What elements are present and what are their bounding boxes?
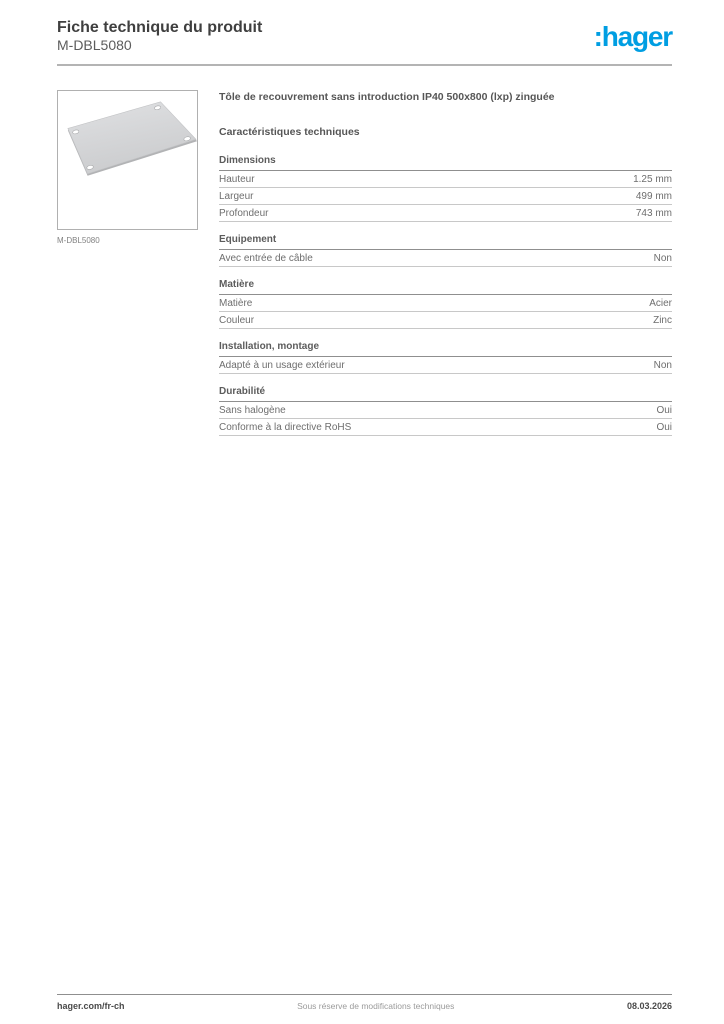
hager-logo: :hager [593,21,672,52]
spec-row [219,295,672,312]
spec-value: Acier [649,298,672,310]
section-title: Installation, montage [219,341,672,357]
spec-row [219,205,672,222]
footer-website-link[interactable]: hager.com/fr-ch [57,1001,125,1011]
product-image [57,90,198,230]
spec-label: Conforme à la directive RoHS [219,422,352,434]
spec-label: Sans halogène [219,405,286,417]
spec-value: 743 mm [635,208,672,220]
product-title: Tôle de recouvrement sans introduction IP40 500x800 (lxp) zinguée [219,90,555,103]
spec-label: Avec entrée de câble [219,253,313,265]
spec-row [219,402,672,419]
product-image-column [57,90,198,437]
section-durabilite [219,386,672,436]
spec-row [219,357,672,374]
footer [57,994,672,1011]
section-title: Equipement [219,234,672,250]
spec-value: Oui [656,405,672,417]
spec-label: Largeur [219,191,254,203]
spec-row [219,312,672,329]
spec-label: Matière [219,298,253,310]
spec-value: Zinc [653,315,672,327]
spec-value: Oui [656,422,672,434]
specifications-column [219,90,672,437]
section-title: Durabilité [219,386,672,402]
spec-label: Profondeur [219,208,269,220]
section-dimensions [219,155,672,222]
footer-date: 08.03.2026 [626,1001,672,1011]
main-content [57,90,672,437]
spec-value: Non [653,360,672,372]
section-installation [219,341,672,374]
spec-row [219,171,672,188]
spec-row [219,419,672,436]
footer-disclaimer: Sous réserve de modifications techniques [297,1001,455,1011]
spec-label: Hauteur [219,174,255,186]
datasheet-page [57,0,672,1024]
cover-plate-illustration [58,91,197,229]
spec-value: 499 mm [635,191,672,203]
product-reference: M-DBL5080 [57,37,132,54]
section-title: Matière [219,279,672,295]
header-titles [57,19,262,55]
spec-label: Adapté à un usage extérieur [219,360,345,372]
header-divider [57,64,672,66]
section-equipement [219,234,672,267]
section-title: Dimensions [219,155,672,171]
section-matiere [219,279,672,329]
spec-row [219,188,672,205]
spec-value: 1.25 mm [633,174,672,186]
spec-label: Couleur [219,315,255,327]
product-image-caption: M-DBL5080 [57,235,100,245]
spec-row [219,250,672,267]
header [57,0,672,55]
spec-value: Non [653,253,672,265]
page-title: Fiche technique du produit [57,19,263,36]
characteristics-heading: Caractéristiques techniques [219,126,360,139]
